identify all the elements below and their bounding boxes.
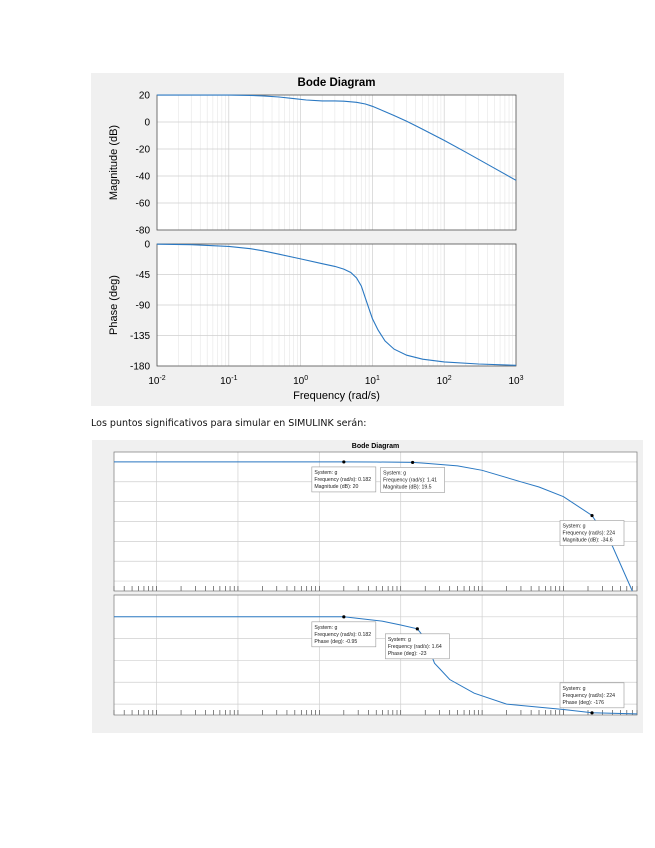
magnitude-y-tick-label: -60 (135, 198, 150, 210)
phase-datatip-marker (342, 615, 345, 618)
datatip-line: Frequency (rad/s): 0.182 (314, 476, 372, 483)
datatip-line: System: g (387, 636, 411, 643)
datatip-line: Magnitude (dB): 20 (314, 483, 359, 490)
magnitude-y-tick-label: -80 (135, 225, 150, 237)
magnitude-y-tick-label: 20 (138, 90, 150, 102)
chart-title: Bode Diagram (351, 443, 400, 450)
phase-plot-area (114, 595, 637, 715)
caption-text: Los puntos significativos para simular en SIMULINK serán: (91, 418, 367, 429)
magnitude-datatip-marker (342, 460, 345, 463)
phase-y-tick-label: -135 (129, 331, 150, 342)
phase-y-tick-label: 0 (144, 239, 150, 251)
x-tick-base: 10 (148, 376, 160, 387)
x-tick-base: 10 (436, 376, 448, 387)
x-tick-exponent: 1 (376, 375, 380, 382)
datatip-line: System: g (314, 624, 338, 631)
x-tick-exponent: 2 (447, 375, 452, 382)
bode-diagram-datatips (92, 440, 643, 733)
phase-datatip-marker (590, 711, 593, 714)
x-axis-label: Frequency (rad/s) (293, 390, 380, 402)
magnitude-datatip-marker (411, 461, 414, 464)
datatip-line: System: g (314, 469, 338, 476)
x-tick-base: 10 (293, 376, 305, 387)
phase-y-tick-label: -180 (129, 361, 150, 373)
x-tick-exponent: 3 (519, 375, 524, 382)
phase-ylabel: Phase (deg) (108, 275, 120, 335)
datatip-line: Frequency (rad/s): 0.182 (314, 631, 372, 638)
phase-y-tick-label: -45 (135, 270, 150, 281)
phase-y-tick-label: -90 (135, 300, 150, 312)
x-tick-base: 10 (220, 376, 232, 387)
datatip-line: Magnitude (dB): -34.6 (562, 537, 613, 544)
datatip-line: Phase (deg): -176 (562, 699, 605, 706)
phase-datatip (560, 683, 624, 708)
datatip-line: System: g (562, 523, 586, 530)
x-tick-exponent: -2 (159, 375, 166, 382)
phase-datatip-marker (416, 627, 419, 630)
magnitude-ylabel: Magnitude (dB) (108, 124, 120, 201)
phase-datatip (385, 634, 449, 659)
datatip-line: Frequency (rad/s): 1.41 (383, 477, 438, 484)
magnitude-datatip (381, 467, 445, 492)
x-tick-base: 10 (508, 376, 520, 387)
x-tick-base: 10 (364, 376, 377, 387)
bode-diagram-main (91, 73, 564, 406)
magnitude-y-tick-label: -20 (135, 144, 150, 156)
magnitude-datatip-marker (590, 514, 593, 517)
x-tick-exponent: 0 (304, 375, 309, 382)
datatip-line: Phase (deg): -0.95 (314, 638, 358, 645)
phase-datatip (312, 622, 376, 647)
magnitude-datatip (312, 467, 376, 492)
datatip-line: System: g (383, 470, 407, 477)
magnitude-y-tick-label: 0 (144, 117, 150, 129)
datatip-line: Frequency (rad/s): 1.64 (387, 643, 442, 650)
datatip-line: System: g (562, 685, 586, 692)
datatip-line: Frequency (rad/s): 224 (562, 530, 615, 537)
magnitude-datatip (560, 521, 624, 546)
x-tick-exponent: -1 (231, 375, 238, 382)
chart-title: Bode Diagram (297, 77, 376, 89)
magnitude-plot-area (157, 95, 516, 230)
magnitude-y-tick-label: -40 (135, 171, 150, 183)
datatip-line: Phase (deg): -23 (387, 650, 427, 657)
datatip-line: Magnitude (dB): 19.5 (383, 484, 432, 491)
datatip-line: Frequency (rad/s): 224 (562, 692, 615, 699)
